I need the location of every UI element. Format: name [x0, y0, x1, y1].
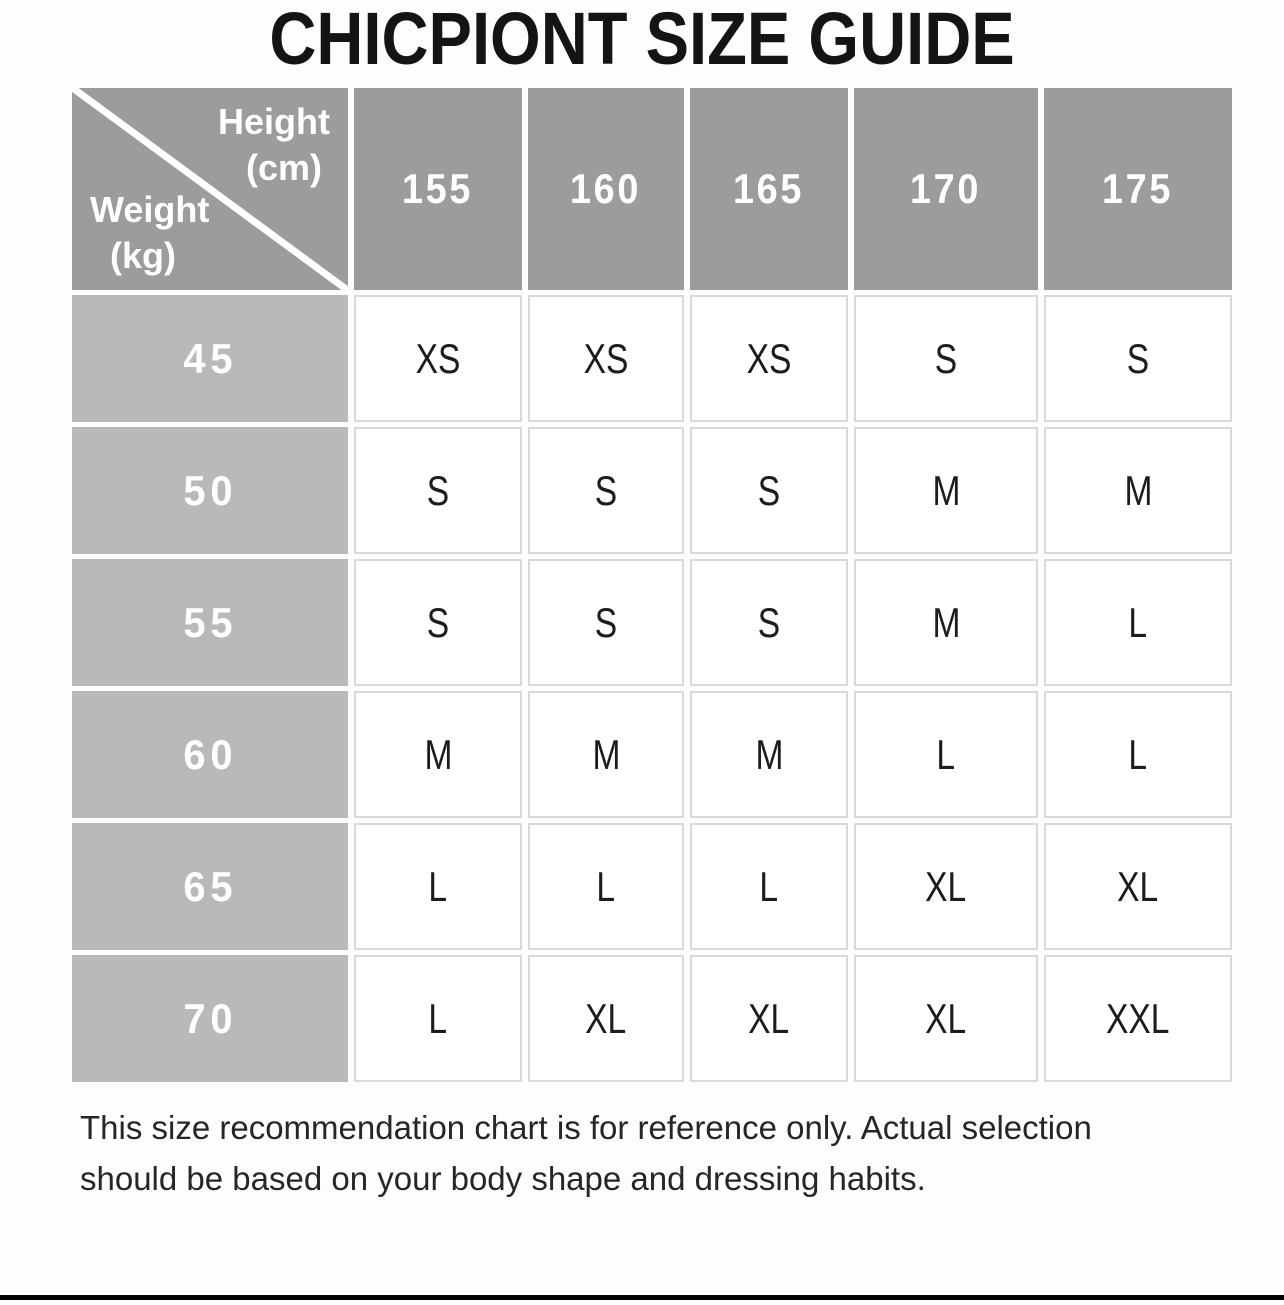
- size-cell-50-175-label: M: [1124, 466, 1152, 514]
- size-cell-70-155-label: L: [428, 994, 448, 1042]
- height-header-165-label: 165: [733, 165, 805, 212]
- size-cell-45-165: [690, 295, 848, 422]
- height-header-175-label: 175: [1102, 165, 1174, 212]
- size-cell-50-160: [528, 427, 684, 554]
- size-cell-55-175-label: L: [1128, 598, 1148, 646]
- weight-row-label-50-label: 50: [183, 466, 237, 514]
- size-cell-60-155: [354, 691, 522, 818]
- size-cell-55-160-label: S: [594, 598, 618, 646]
- size-cell-65-155: [354, 823, 522, 950]
- height-header-160: [528, 88, 684, 290]
- size-cell-45-175-label: S: [1126, 334, 1150, 382]
- height-axis-unit: (cm): [245, 147, 322, 188]
- size-cell-60-165-label: M: [755, 730, 783, 778]
- size-cell-50-160-label: S: [594, 466, 618, 514]
- size-cell-50-170-label: M: [932, 466, 960, 514]
- size-cell-65-155-label: L: [428, 862, 448, 910]
- size-cell-45-165-label: XS: [746, 334, 792, 382]
- height-header-170: [854, 88, 1038, 290]
- size-cell-70-155: [354, 955, 522, 1082]
- size-cell-50-165-label: S: [757, 466, 781, 514]
- size-cell-70-175: [1044, 955, 1232, 1082]
- height-axis-label: Height: [218, 101, 330, 142]
- size-cell-60-160-label: M: [592, 730, 620, 778]
- size-cell-65-175: [1044, 823, 1232, 950]
- size-cell-55-160: [528, 559, 684, 686]
- size-cell-65-165: [690, 823, 848, 950]
- size-cell-70-170-label: XL: [925, 994, 967, 1042]
- weight-row-label-70-label: 70: [183, 994, 237, 1042]
- size-cell-45-160-label: XS: [583, 334, 629, 382]
- footnote: [80, 1102, 1220, 1204]
- size-cell-45-160: [528, 295, 684, 422]
- size-cell-45-175: [1044, 295, 1232, 422]
- footnote-line-2: should be based on your body shape and dressing habits.: [80, 1160, 926, 1197]
- size-cell-50-170: [854, 427, 1038, 554]
- weight-row-label-65: [72, 823, 348, 950]
- footnote-line-1: This size recommendation chart is for reference only. Actual selection: [80, 1109, 1092, 1146]
- height-header-165: [690, 88, 848, 290]
- corner-header-cell: [72, 88, 348, 290]
- size-cell-60-170-label: L: [936, 730, 956, 778]
- page-title: CHICPIONT SIZE GUIDE: [269, 0, 1015, 80]
- size-cell-60-175: [1044, 691, 1232, 818]
- size-table: [72, 88, 1232, 1082]
- weight-row-label-70: [72, 955, 348, 1082]
- size-cell-70-165: [690, 955, 848, 1082]
- weight-row-label-60: [72, 691, 348, 818]
- bottom-divider-bar: [0, 1295, 1284, 1300]
- size-cell-60-155-label: M: [424, 730, 452, 778]
- weight-row-label-50: [72, 427, 348, 554]
- size-cell-65-165-label: L: [759, 862, 779, 910]
- height-header-175: [1044, 88, 1232, 290]
- size-cell-65-170-label: XL: [925, 862, 967, 910]
- weight-axis-unit: (kg): [110, 235, 176, 276]
- size-cell-55-155-label: S: [426, 598, 450, 646]
- size-cell-60-160: [528, 691, 684, 818]
- size-cell-45-155-label: XS: [415, 334, 461, 382]
- weight-row-label-60-label: 60: [183, 730, 237, 778]
- height-header-155-label: 155: [402, 165, 474, 212]
- height-header-170-label: 170: [910, 165, 982, 212]
- size-cell-45-155: [354, 295, 522, 422]
- size-cell-60-170: [854, 691, 1038, 818]
- size-cell-65-175-label: XL: [1117, 862, 1159, 910]
- size-cell-70-160-label: XL: [585, 994, 627, 1042]
- height-header-160-label: 160: [570, 165, 642, 212]
- weight-row-label-65-label: 65: [183, 862, 237, 910]
- size-cell-70-160: [528, 955, 684, 1082]
- height-header-155: [354, 88, 522, 290]
- size-cell-60-165: [690, 691, 848, 818]
- size-cell-70-165-label: XL: [748, 994, 790, 1042]
- size-cell-55-155: [354, 559, 522, 686]
- weight-row-label-55: [72, 559, 348, 686]
- size-cell-55-165: [690, 559, 848, 686]
- size-cell-70-170: [854, 955, 1038, 1082]
- size-cell-45-170: [854, 295, 1038, 422]
- size-cell-55-170: [854, 559, 1038, 686]
- weight-row-label-45: [72, 295, 348, 422]
- size-cell-65-160: [528, 823, 684, 950]
- size-cell-50-175: [1044, 427, 1232, 554]
- size-cell-50-155-label: S: [426, 466, 450, 514]
- size-cell-60-175-label: L: [1128, 730, 1148, 778]
- size-cell-50-155: [354, 427, 522, 554]
- size-cell-70-175-label: XXL: [1106, 994, 1170, 1042]
- size-cell-50-165: [690, 427, 848, 554]
- size-cell-65-170: [854, 823, 1038, 950]
- weight-axis-label: Weight: [90, 189, 210, 230]
- weight-row-label-55-label: 55: [183, 598, 237, 646]
- size-cell-55-175: [1044, 559, 1232, 686]
- size-cell-55-170-label: M: [932, 598, 960, 646]
- size-cell-45-170-label: S: [934, 334, 958, 382]
- weight-row-label-45-label: 45: [183, 334, 237, 382]
- size-cell-65-160-label: L: [596, 862, 616, 910]
- size-cell-55-165-label: S: [757, 598, 781, 646]
